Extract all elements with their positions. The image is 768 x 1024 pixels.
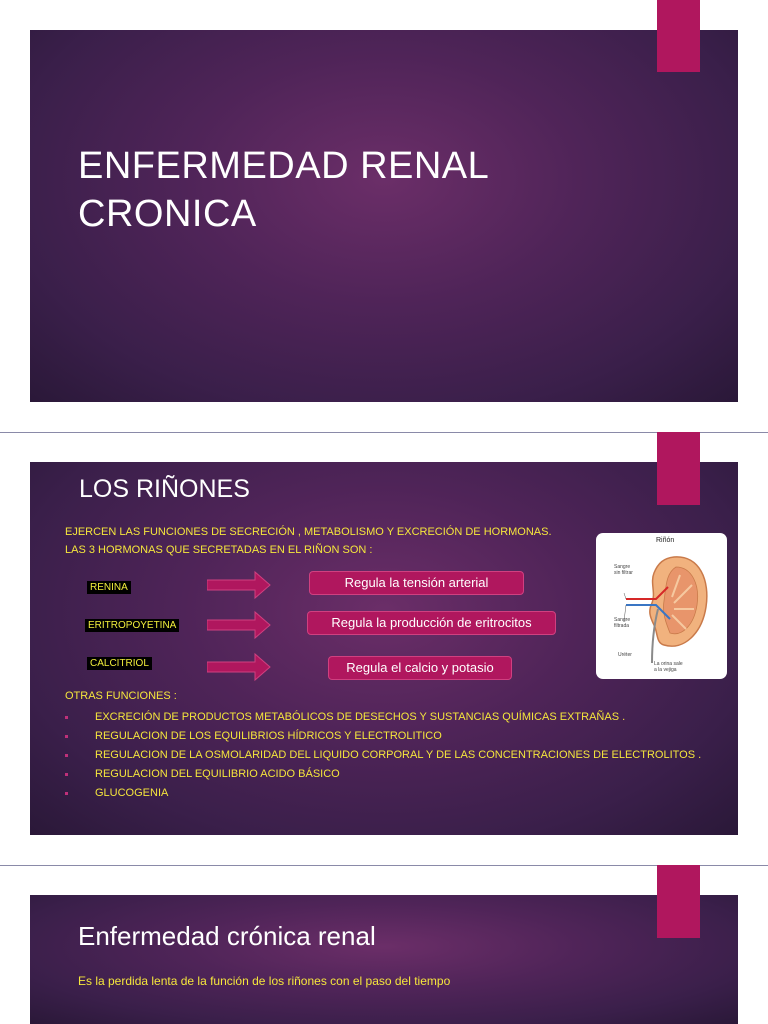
title-line-2: CRONICA [78, 193, 257, 235]
slide-1-title [78, 142, 489, 238]
slide-1-accent-tab [657, 0, 700, 72]
hormone-label-calcitriol: CALCITRIOL [87, 657, 152, 670]
hormone-function-box: Regula el calcio y potasio [328, 656, 512, 680]
hormone-function-box: Regula la tensión arterial [309, 571, 524, 595]
list-item: EXCRECIÓN DE PRODUCTOS METABÓLICOS DE DESECHOS Y SUSTANCIAS QUÍMICAS EXTRAÑAS . [65, 708, 701, 727]
slide-3-accent-tab [657, 865, 700, 938]
slide-3-body: Es la perdida lenta de la función de los riñones con el paso del tiempo [78, 974, 451, 988]
kidney-diagram [596, 533, 727, 679]
other-functions-heading: OTRAS FUNCIONES : [65, 690, 177, 702]
slide-2-accent-tab [657, 432, 700, 505]
slide-divider [0, 865, 768, 866]
intro-line-2: LAS 3 HORMONAS QUE SECRETADAS EN EL RIÑON SON : [65, 544, 373, 556]
list-item: REGULACION DE LA OSMOLARIDAD DEL LIQUIDO CORPORAL Y DE LAS CONCENTRACIONES DE ELECTROLITOS . [65, 746, 701, 765]
title-line-1: ENFERMEDAD RENAL [78, 145, 490, 187]
intro-line-1: EJERCEN LAS FUNCIONES DE SECRECIÓN , METABOLISMO Y EXCRECIÓN DE HORMONAS. [65, 526, 552, 538]
hormone-label-eritropoyetina: ERITROPOYETINA [85, 619, 179, 632]
arrow-right-icon [207, 570, 271, 600]
slide-3-title: Enfermedad crónica renal [78, 921, 376, 951]
other-functions-list [65, 708, 701, 803]
slide-divider [0, 432, 768, 433]
label-ureter: Uréter [618, 652, 632, 658]
list-item: REGULACION DEL EQUILIBRIO ACIDO BÁSICO [65, 765, 701, 784]
list-item: REGULACION DE LOS EQUILIBRIOS HÍDRICOS Y ELECTROLITICO [65, 727, 701, 746]
slide-2-title: LOS RIÑONES [79, 475, 250, 503]
label-unfiltered-blood: Sangre sin filtrar [614, 564, 633, 576]
label-filtered-blood: Sangre filtrada [614, 617, 631, 629]
list-item: GLUCOGENIA [65, 784, 701, 803]
hormone-label-renina: RENINA [87, 581, 131, 594]
arrow-right-icon [207, 610, 271, 640]
label-urine: La orina sale a la vejiga [654, 661, 683, 673]
arrow-right-icon [207, 652, 271, 682]
slide-3[interactable] [30, 895, 738, 1024]
kidney-illustration-icon [596, 533, 727, 679]
slide-2[interactable] [30, 462, 738, 835]
hormone-function-box: Regula la producción de eritrocitos [307, 611, 556, 635]
slide-1[interactable] [30, 30, 738, 402]
kidney-diagram-title: Riñón [656, 537, 675, 544]
